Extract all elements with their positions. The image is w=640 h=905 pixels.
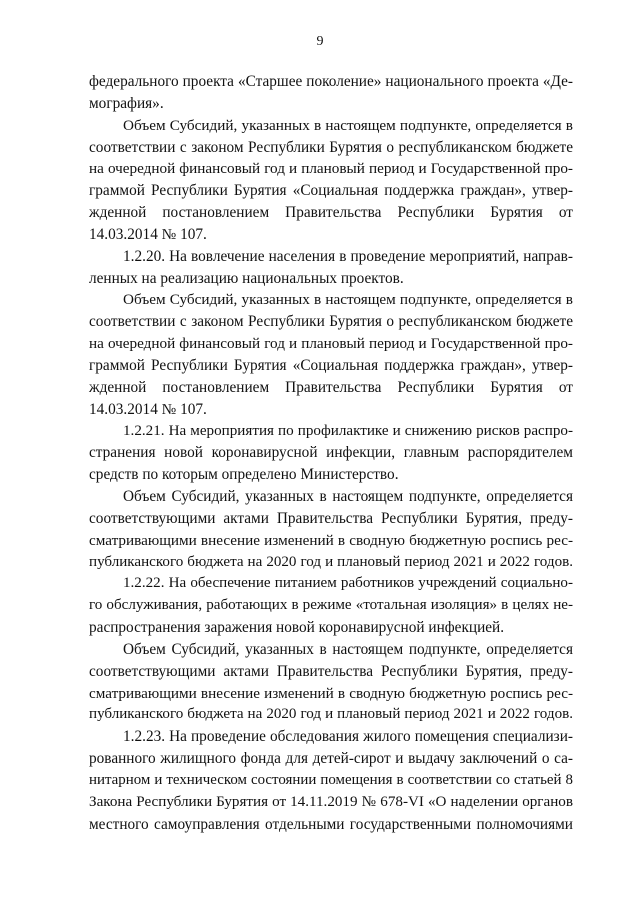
text-line: го обслуживания, работающих в режиме «тотальная изоляция» в целях не- [89,597,573,614]
text-line: граммой Республики Бурятия «Социальная поддержка граждан», утвер- [89,356,573,374]
text-line: рованного жилищного фонда для детей-сирот и выдачу заключений о са- [89,750,573,768]
text-line: средств по которым определено Министерство. [89,466,399,484]
text-line: соответствии с законом Республики Бурятия о республиканском бюджете [89,138,573,156]
text-line: Объем Субсидий, указанных в настоящем подпункте, определяется [123,488,573,506]
text-line: соответствующими актами Правительства Республики Бурятия, преду- [89,509,573,527]
text-line: соответствующими актами Правительства Республики Бурятия, преду- [89,662,573,680]
text-line: 1.2.21. На мероприятия по профилактике и снижению рисков распро- [123,422,573,439]
text-line: 1.2.20. На вовлечение населения в проведение мероприятий, направ- [123,247,573,265]
text-line: Объем Субсидий, указанных в настоящем подпункте, определяется в [123,291,573,309]
text-line: сматривающими внесение изменений в сводную бюджетную роспись рес- [89,684,573,702]
text-line: на очередной финансовый год и плановый период и Государственной про- [89,335,573,353]
text-line: соответствии с законом Республики Бурятия о республиканском бюджете [89,313,573,331]
text-line: жденной постановлением Правительства Республики Бурятия от [89,378,573,396]
text-line: публиканского бюджета на 2020 год и плановый период 2021 и 2022 годов. [89,706,573,723]
text-line: ленных на реализацию национальных проектов. [89,269,404,287]
text-line: Закона Республики Бурятия от 14.11.2019 № 678-VI «О наделении органов [89,793,573,810]
text-line: граммой Республики Бурятия «Социальная поддержка граждан», утвер- [89,182,573,200]
text-line: 1.2.23. На проведение обследования жилого помещения специализи- [123,728,573,746]
text-line: на очередной финансовый год и плановый период и Государственной про- [89,160,573,178]
text-line: федерального проекта «Старшее поколение» национального проекта «Де- [89,73,573,90]
text-line: Объем Субсидий, указанных в настоящем подпункте, определяется [123,640,573,658]
text-line: 14.03.2014 № 107. [89,225,207,243]
text-line: странения новой коронавирусной инфекции, главным распорядителем [89,444,573,462]
text-line: публиканского бюджета на 2020 год и плановый период 2021 и 2022 годов. [89,553,573,570]
text-line: распространения заражения новой коронавирусной инфекцией. [89,619,505,637]
text-line: мография». [89,94,164,112]
text-line: 1.2.22. На обеспечение питанием работников учреждений социально- [123,575,573,592]
text-line: жденной постановлением Правительства Республики Бурятия от [89,204,573,222]
text-line: 14.03.2014 № 107. [89,400,207,418]
text-line: местного самоуправления отдельными государственными полномочиями [89,815,573,833]
text-line: сматривающими внесение изменений в сводную бюджетную роспись рес- [89,531,573,549]
text-line: нитарном и техническом состоянии помещения в соответствии со статьей 8 [89,772,573,788]
document-body [89,71,573,836]
text-line: Объем Субсидий, указанных в настоящем подпункте, определяется в [123,116,573,134]
page-number: 9 [316,34,324,49]
